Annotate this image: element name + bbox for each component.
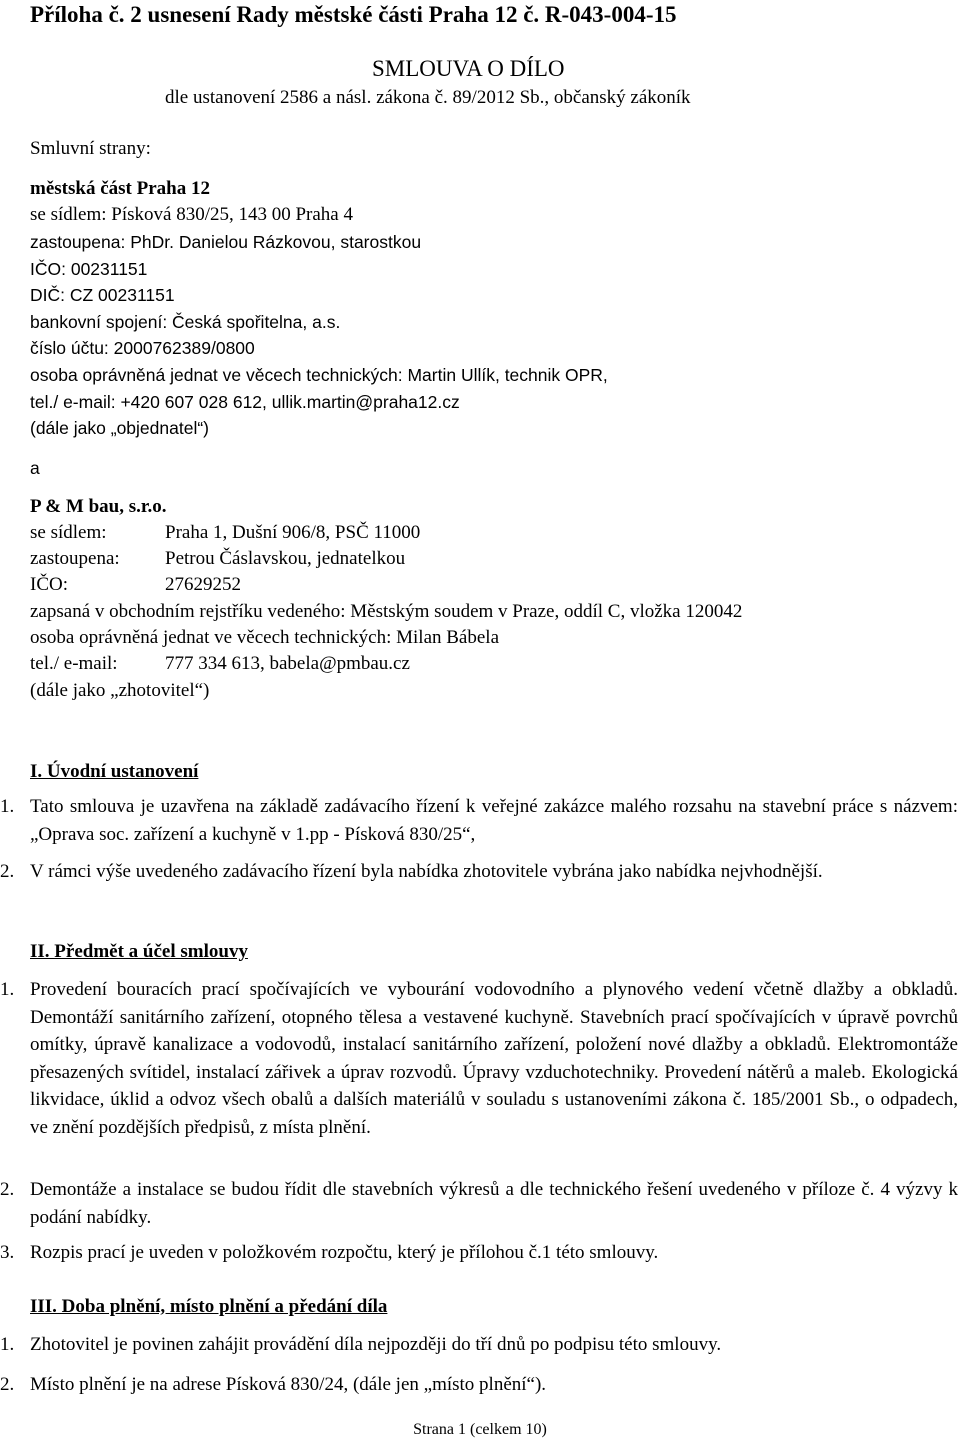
client-alias: (dále jako „objednatel“) xyxy=(30,418,209,438)
list-item-number: 1. xyxy=(0,1334,15,1355)
client-name: městská část Praha 12 xyxy=(30,178,210,199)
list-item-text: Tato smlouva je uzavřena na základě zadávacího řízení k veřejné zakázce malého rozsahu na stavební práce s názvem: „Oprava soc. zařízení a kuchyně v 1.pp - Písková 830/25“, xyxy=(30,796,958,845)
list-item-number: 1. xyxy=(0,979,15,1000)
client-tech-person: osoba oprávněná jednat ve věcech technických: Martin Ullík, technik OPR, xyxy=(30,365,608,385)
client-seat: se sídlem: Písková 830/25, 143 00 Praha 4 xyxy=(30,204,353,225)
page-footer: Strana 1 (celkem 10) xyxy=(413,1421,547,1438)
list-item-text: Místo plnění je na adrese Písková 830/24, (dále jen „místo plnění“). xyxy=(30,1374,547,1395)
contractor-tech-person: osoba oprávněná jednat ve věcech technických: Milan Bábela xyxy=(30,627,499,648)
and-separator: a xyxy=(30,458,40,478)
list-item-text: Zhotovitel je povinen zahájit provádění díla nejpozději do tří dnů po podpisu této smlouvy. xyxy=(30,1334,722,1355)
client-ico: IČO: 00231151 xyxy=(30,259,148,279)
section-heading: III. Doba plnění, místo plnění a předání díla xyxy=(30,1296,388,1317)
client-representative: zastoupena: PhDr. Danielou Rázkovou, starostkou xyxy=(30,232,422,252)
client-account: číslo účtu: 2000762389/0800 xyxy=(30,338,255,358)
contractor-name: P & M bau, s.r.o. xyxy=(30,496,167,517)
contractor-alias: (dále jako „zhotovitel“) xyxy=(30,680,210,701)
list-item-number: 3. xyxy=(0,1242,15,1263)
section-heading: I. Úvodní ustanovení xyxy=(30,761,199,782)
contractor-rep-label: zastoupena: xyxy=(30,548,120,569)
contractor-registry: zapsaná v obchodním rejstříku vedeného: Městským soudem v Praze, oddíl C, vložka 120042 xyxy=(30,601,743,622)
contractor-contact-label: tel./ e-mail: xyxy=(30,653,118,674)
list-item-number: 2. xyxy=(0,1374,15,1395)
contractor-contact-value: 777 334 613, babela@pmbau.cz xyxy=(165,653,410,674)
list-item-text: V rámci výše uvedeného zadávacího řízení byla nabídka zhotovitele vybrána jako nabídka nejvhodnější. xyxy=(30,861,823,882)
contractor-seat-label: se sídlem: xyxy=(30,522,107,543)
document-title: SMLOUVA O DÍLO xyxy=(372,56,565,81)
parties-label: Smluvní strany: xyxy=(30,138,151,159)
contractor-ico-label: IČO: xyxy=(30,574,68,595)
list-item-text: Provedení bouracích prací spočívajících ve vybourání vodovodního a plynového vedení včetně dlažby a obkladů. Demontáží sanitárního zařízení, otopného tělesa a vestavené kuchyně. Stavebních prací spočívajících v úpravě povrchů omítky, úpravě kanalizace a vodovodů, instalací sanitárního zařízení, položení nové dlažby a obkladů. Elektromontáže přesazených svítidel, instalací zářivek a úprav rozvodů. Úpravy vzduchotechniky. Provedení nátěrů a maleb. Ekologická likvidace, úklid a odvoz všech obalů a dalších materiálů v souladu s ustanoveními zákona č. 185/2001 Sb., o odpadech, ve znění pozdějších předpisů, z místa plnění. xyxy=(30,979,958,1138)
list-item-number: 1. xyxy=(0,796,15,817)
client-dic: DIČ: CZ 00231151 xyxy=(30,285,175,305)
contractor-rep-value: Petrou Čáslavskou, jednatelkou xyxy=(165,548,406,569)
list-item-number: 2. xyxy=(0,861,15,882)
contractor-ico-value: 27629252 xyxy=(165,574,241,595)
contractor-seat-value: Praha 1, Dušní 906/8, PSČ 11000 xyxy=(165,522,421,543)
client-bank: bankovní spojení: Česká spořitelna, a.s. xyxy=(30,312,341,332)
list-item-number: 2. xyxy=(0,1179,15,1200)
list-item-text: Demontáže a instalace se budou řídit dle stavebních výkresů a dle technického řešení uvedeného v příloze č. 4 výzvy k podání nabídky. xyxy=(30,1179,958,1228)
document-subtitle: dle ustanovení 2586 a násl. zákona č. 89/2012 Sb., občanský zákoník xyxy=(165,87,691,108)
client-contact: tel./ e-mail: +420 607 028 612, ullik.martin@praha12.cz xyxy=(30,392,460,412)
annex-heading: Příloha č. 2 usnesení Rady městské části Praha 12 č. R-043-004-15 xyxy=(30,2,677,27)
list-item-text: Rozpis prací je uveden v položkovém rozpočtu, který je přílohou č.1 této smlouvy. xyxy=(30,1242,659,1263)
section-heading: II. Předmět a účel smlouvy xyxy=(30,941,248,962)
